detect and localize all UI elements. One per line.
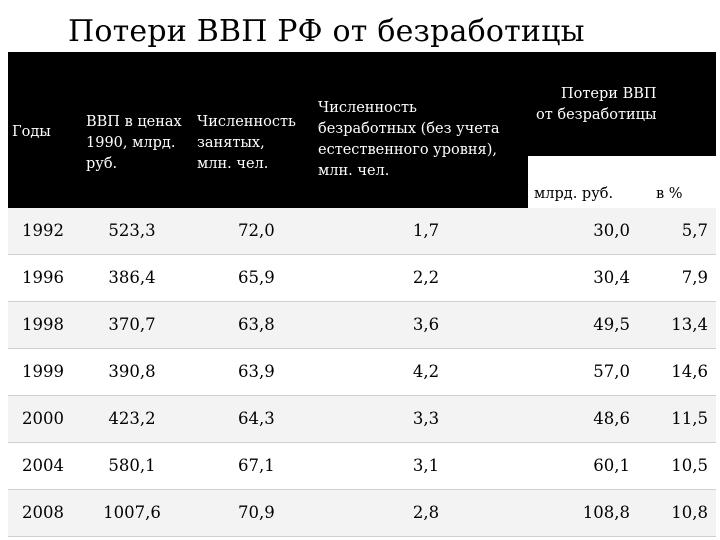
slide-title: Потери ВВП РФ от безработицы: [68, 14, 585, 49]
cell-unemployed: 2,8: [412, 503, 440, 522]
table-row: [8, 255, 716, 302]
table-header: [8, 52, 716, 208]
header-unemployed: Численность безработных (без учета естественного уровня), млн. чел.: [318, 100, 500, 179]
cell-gdp: 390,8: [108, 362, 156, 381]
cell-gdp: 580,1: [108, 456, 156, 475]
cell-year: 2000: [22, 409, 64, 428]
cell-loss-pct: 14,6: [671, 362, 708, 381]
table-row: [8, 349, 716, 396]
header-gdp-loss: Потери ВВП от безработицы: [536, 86, 657, 123]
cell-gdp: 370,7: [108, 315, 156, 334]
header-loss-rub: млрд. руб.: [534, 186, 614, 202]
cell-gdp: 523,3: [108, 221, 156, 240]
cell-loss-pct: 7,9: [681, 268, 708, 287]
header-loss-pct: в %: [656, 186, 683, 202]
cell-year: 1999: [22, 362, 64, 381]
cell-unemployed: 3,1: [412, 456, 440, 475]
cell-year: 2008: [22, 503, 64, 522]
cell-loss-rub: 57,0: [593, 362, 630, 381]
cell-employed: 72,0: [238, 221, 275, 240]
table-row: [8, 396, 716, 443]
cell-employed: 63,9: [238, 362, 275, 381]
cell-unemployed: 4,2: [412, 362, 440, 381]
cell-loss-rub: 60,1: [593, 456, 630, 475]
cell-loss-pct: 13,4: [671, 315, 708, 334]
cell-loss-rub: 30,4: [593, 268, 630, 287]
cell-year: 1992: [22, 221, 64, 240]
cell-employed: 63,8: [238, 315, 275, 334]
table-body: [8, 208, 716, 537]
cell-loss-pct: 11,5: [671, 409, 708, 428]
cell-employed: 64,3: [238, 409, 275, 428]
cell-gdp: 1007,6: [103, 503, 161, 522]
cell-employed: 67,1: [238, 456, 275, 475]
cell-loss-rub: 108,8: [582, 503, 630, 522]
cell-year: 1998: [22, 315, 64, 334]
cell-unemployed: 3,6: [412, 315, 440, 334]
cell-gdp: 423,2: [108, 409, 156, 428]
table-row: [8, 490, 716, 537]
cell-employed: 65,9: [238, 268, 275, 287]
table-row: [8, 443, 716, 490]
cell-loss-pct: 10,8: [671, 503, 708, 522]
header-employed: Численность занятых, млн. чел.: [197, 114, 296, 172]
cell-loss-rub: 30,0: [593, 221, 630, 240]
cell-unemployed: 2,2: [412, 268, 440, 287]
cell-unemployed: 3,3: [412, 409, 440, 428]
gdp-loss-table: [8, 52, 716, 540]
header-gdp: ВВП в ценах 1990, млрд. руб.: [86, 114, 182, 172]
cell-loss-pct: 10,5: [671, 456, 708, 475]
cell-employed: 70,9: [238, 503, 275, 522]
header-year: Годы: [12, 124, 51, 140]
cell-loss-pct: 5,7: [681, 221, 708, 240]
cell-year: 1996: [22, 268, 64, 287]
cell-year: 2004: [22, 456, 64, 475]
table-row: [8, 208, 716, 255]
cell-loss-rub: 48,6: [593, 409, 630, 428]
table-row: [8, 302, 716, 349]
header-loss-subcells: [528, 156, 716, 209]
cell-gdp: 386,4: [108, 268, 156, 287]
cell-loss-rub: 49,5: [593, 315, 630, 334]
cell-unemployed: 1,7: [412, 221, 440, 240]
